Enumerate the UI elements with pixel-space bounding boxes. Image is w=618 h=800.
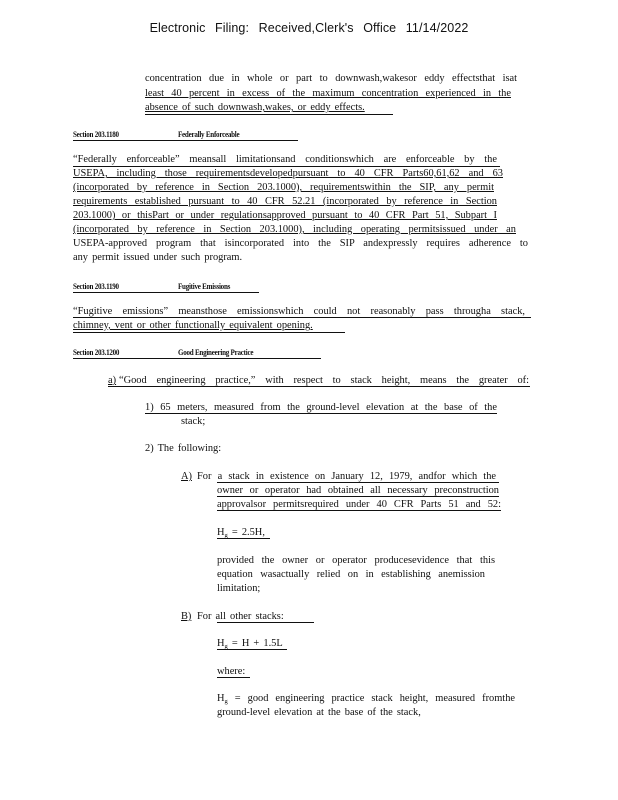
definition-line: ground-level elevation at the base of the stack,: [217, 707, 421, 718]
item-a-text: “Good engineering practice,” with respect to stack height, means the greater of:: [119, 375, 529, 386]
underline-rule: [217, 510, 501, 511]
definition-symbol: H: [217, 693, 225, 704]
body-line: “Fugitive emissions” meansthose emissionswhich could not reasonably pass througha stack,: [73, 306, 525, 317]
item-1-line: 1) 65 meters, measured from the ground-level elevation at the base of the: [145, 402, 497, 413]
equation-symbol: H: [217, 527, 225, 538]
where-label: where:: [217, 666, 246, 677]
definition-subscript: g: [224, 698, 228, 705]
underline-rule: [217, 482, 499, 483]
item-A-proviso: provided the owner or operator producesevidence that this: [217, 555, 495, 566]
body-line: (incorporated by reference in Section 203.1000), requirementswithin the SIP, any permit: [73, 182, 494, 193]
body-line: 203.1000) or thisPart or under regulationsapproved pursuant to 40 CFR Part 51, Subpart I: [73, 210, 497, 221]
underline-rule: [145, 413, 497, 414]
body-line: USEPA, including those requirementsdevelopedpursuant to 40 CFR Parts60,61,62 and 63: [73, 168, 503, 179]
section-title: Fugitive Emissions: [177, 281, 231, 291]
underline-rule: [73, 317, 531, 318]
equation-A: [217, 527, 265, 541]
underline-rule: [73, 166, 500, 167]
section-heading-1180: [73, 129, 239, 139]
underline-rule: [217, 677, 250, 678]
underline-rule: [217, 649, 287, 650]
filing-header: Electronic Filing: Received,Clerk's Office 11/14/2022: [149, 21, 469, 35]
body-line: USEPA-approved program that isincorporated into the SIP andexpressly requires adherence to: [73, 238, 528, 249]
underline-rule: [217, 538, 270, 539]
underline-rule: [217, 622, 314, 623]
equation-subscript: g: [224, 532, 228, 539]
section-number: Section 203.1200: [73, 347, 120, 357]
body-line: (incorporated by reference in Section 203.1000), including operating permitsissued under an: [73, 224, 516, 235]
definition-line: [217, 693, 515, 707]
body-line: any permit issued under such program.: [73, 252, 243, 263]
item-A-line: owner or operator had obtained all necessary preconstruction: [217, 485, 499, 496]
section-rule: [73, 140, 298, 141]
underline-rule: [108, 386, 530, 387]
item-A-proviso: equation wasactually relied on in establishing anemission: [217, 569, 485, 580]
item-2-text: 2) The following:: [145, 443, 222, 454]
intro-line: absence of such downwash,wakes, or eddy effects.: [145, 102, 365, 113]
item-label-A: A): [181, 471, 192, 482]
item-B-text: For all other stacks:: [197, 611, 284, 622]
body-line: chimney, vent or other functionally equivalent opening.: [73, 320, 313, 331]
equation-symbol: H: [217, 638, 225, 649]
item-A-proviso: limitation;: [217, 583, 261, 594]
intro-line: concentration due in whole or part to downwash,wakesor eddy effectsthat isat: [145, 73, 517, 84]
underline-rule: [145, 114, 393, 115]
item-1-line: stack;: [181, 416, 206, 427]
section-rule: [73, 358, 321, 359]
equation-subscript: g: [224, 643, 228, 650]
definition-text: = good engineering practice stack height, measured fromthe: [227, 693, 515, 704]
intro-line: least 40 percent in excess of the maximum concentration experienced in the: [145, 88, 511, 99]
underline-rule: [73, 332, 345, 333]
body-line: “Federally enforceable” meansall limitationsand conditionswhich are enforceable by the: [73, 154, 497, 165]
equation-B: [217, 638, 283, 652]
body-line: requirements established pursuant to 40 CFR 52.21 (incorporated by reference in Section: [73, 196, 497, 207]
section-number: Section 203.1190: [73, 281, 119, 291]
underline-rule: [217, 496, 499, 497]
item-label-B: B): [181, 611, 192, 622]
section-title: Good Engineering Practice: [177, 347, 254, 357]
section-heading-1190: [73, 281, 230, 291]
section-number: Section 203.1180: [73, 129, 119, 139]
item-label-a: a): [108, 375, 117, 386]
section-title: Federally Enforceable: [177, 129, 240, 139]
section-rule: [73, 292, 259, 293]
equation-rest: = H + 1.5L: [227, 638, 283, 649]
item-A-line: approvalsor permitsrequired under 40 CFR Parts 51 and 52:: [217, 499, 501, 510]
item-A-line: For a stack in existence on January 12, 1979, andfor which the: [197, 471, 496, 482]
equation-rest: = 2.5H,: [227, 527, 265, 538]
section-heading-1200: [73, 347, 253, 357]
